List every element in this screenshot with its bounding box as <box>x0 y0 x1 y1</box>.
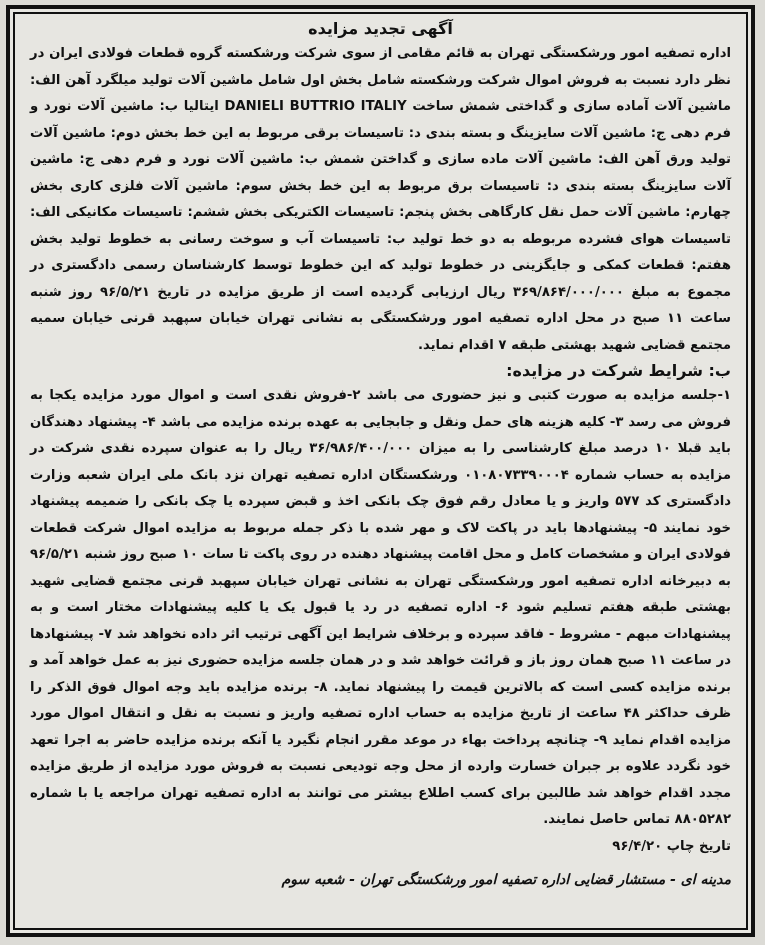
newspaper-clipping <box>6 5 755 937</box>
notice-intro: اداره تصفیه امور ورشکستگی تهران به قائم مقامی از سوی شرکت ورشکسته گروه قطعات فولادی ایران در نظر دارد نسبت به فروش اموال شرکت ورشکسته شامل بخش اول شامل ماشین آلات تولید میلگرد آهن الف: ماشین آلات آماده سازی و گداختی شمش ساخت DANIELI BUTTRIO ITALIY ایتالیا ب: ماشین آلات نورد و فرم دهی ج: ماشین آلات سایزینگ و بسته بندی د: تاسیسات برقی مربوط به این خط بخش دوم: ماشین آلات تولید ورق آهن الف: ماشین آلات ماده سازی و گداختن شمش ب: ماشین آلات نورد و فرم دهی ج: ماشین آلات سایزینگ بسته بندی د: تاسیسات برق مربوط به این خط بخش سوم: ماشین آلات فلزی کاری بخش چهارم: ماشین آلات حمل نقل کارگاهی بخش پنجم: تاسیسات الکتریکی بخش ششم: تاسیسات مکانیکی الف: تاسیسات هوای فشرده مربوطه به دو خط تولید ب: تاسیسات آب و سوخت رسانی به خطوط تولید بخش هفتم: قطعات کمکی و جایگزینی در خطوط تولید که این خطوط توسط کارشناسان رسمی دادگستری در مجموع به مبلغ ۳۶۹/۸۶۴/۰۰۰/۰۰۰ ریال ارزیابی گردیده است از طریق مزایده در تاریخ ۹۶/۵/۲۱ روز شنبه ساعت ۱۱ صبح در محل اداره تصفیه امور ورشکستگی به نشانی تهران خیابان سپهبد قرنی خیابان سمیه مجتمع قضایی شهید بهشتی طبقه ۷ اقدام نماید. <box>30 46 732 353</box>
notice-title: آگهی تجدید مزایده <box>308 19 453 38</box>
print-date: تاریخ چاپ ۹۶/۴/۲۰ <box>612 838 731 854</box>
signature: مدینه ای - مستشار قضایی اداره تصفیه امور ورشکستگی تهران - شعبه سوم <box>281 872 731 888</box>
conditions-text: ۱-جلسه مزایده به صورت کتبی و نیز حضوری می باشد ۲-فروش نقدی است و اموال مورد مزایده یکجا به فروش می رسد ۳- کلیه هزینه های حمل ونقل و جابجایی به عهده برنده مزایده می باشد ۴- پیشنهاد دهندگان باید قبلا ۱۰ درصد مبلغ کارشناسی را به میزان ۳۶/۹۸۶/۴۰۰/۰۰۰ ریال را به عنوان سپرده نقدی شرکت در مزایده به حساب شماره ۰۱۰۸۰۷۳۳۹۰۰۰۴ ورشکستگان اداره تصفیه تهران نزد بانک ملی ایران شعبه وزارت دادگستری کد ۵۷۷ واریز و یا معادل رقم فوق چک بانکی اخذ و قبض سپرده یا چک بانکی را ضمیمه پیشنهاد خود نمایند ۵- پیشنهادها باید در پاکت لاک و مهر شده با ذکر جمله مربوط به مزایده اموال شرکت قطعات فولادی ایران و مشخصات کامل و محل اقامت پیشنهاد دهنده در روی پاکت تا سات ۱۰ صبح روز شنبه ۹۶/۵/۲۱ به دبیرخانه اداره تصفیه امور ورشکستگی تهران به نشانی تهران خیابان سپهبد قرنی مجتمع قضایی شهید بهشتی طبقه هفتم تسلیم شود ۶- اداره تصفیه در رد یا قبول یک یا کلیه پیشنهادات مختار است و به پیشنهادات مبهم - مشروط - فاقد سپرده و برخلاف شرایط این آگهی ترتیب اثر داده نخواهد شد ۷- پیشنهادها در ساعت ۱۱ صبح همان روز باز و قرائت خواهد شد و در همان جلسه مزایده حضوری نیز به عمل خواهد آمد و برنده مزایده کسی است که بالاترین قیمت را پیشنهاد نماید. ۸- برنده مزایده باید وجه اموال فوق الذکر را ظرف حداکثر ۴۸ ساعت از تاریخ مزایده به حساب اداره تصفیه واریز و نسبت به نقل و انتقال اموال مورد مزایده اقدام نماید ۹- چنانچه پرداخت بهاء در موعد مقرر انجام نگیرد یا آنکه برنده مزایده حاضر به اجرا تعهد خود نگردد علاوه بر جبران خسارت وارده از محل وجه تودیعی نسبت به فروش مورد مزایده از طریق مزایده مجدد اقدام خواهد شد طالبین برای کسب اطلاع بیشتر می توانند به اداره تصفیه تهران مراجعه یا با شماره ۸۸۰۵۲۸۲ تماس حاصل نمایند. <box>30 388 732 827</box>
auction-notice <box>30 19 731 919</box>
conditions-heading: ب: شرایط شرکت در مزایده: <box>506 361 731 380</box>
